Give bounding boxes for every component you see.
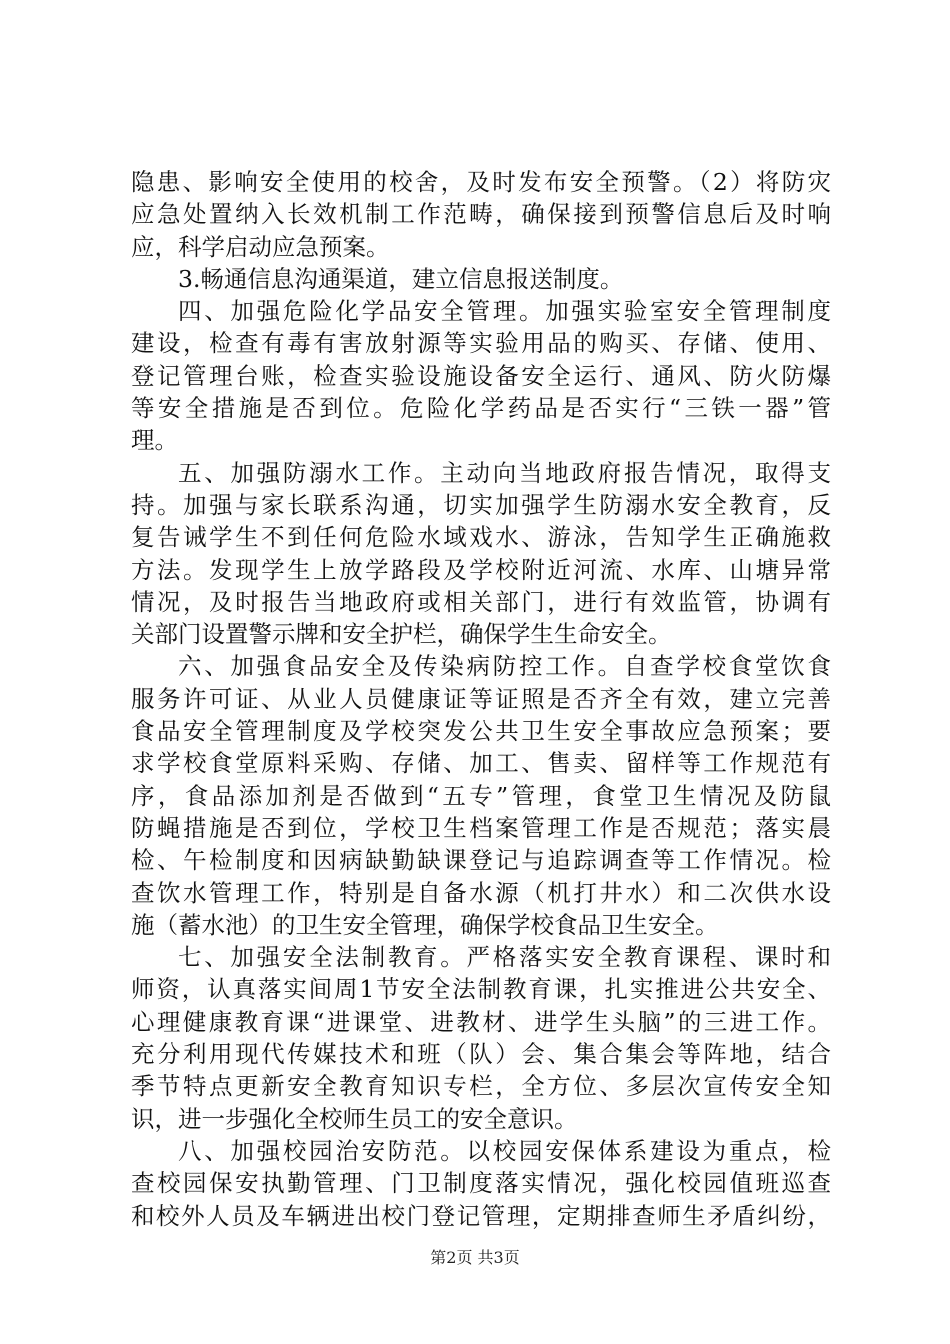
text-line: 登记管理台账，检查实验设施设备安全运行、通风、防火防爆 [131, 361, 831, 390]
text-line: 关部门设置警示牌和安全护栏，确保学生生命安全。 [131, 620, 672, 649]
text-line: 复告诫学生不到任何危险水域戏水、游泳，告知学生正确施救 [131, 523, 831, 552]
text-line: 师资，认真落实间周1节安全法制教育课，扎实推进公共安全、 [131, 975, 831, 1004]
text-line: 防蝇措施是否到位，学校卫生档案管理工作是否规范；落实晨 [131, 813, 831, 842]
text-line: 七、加强安全法制教育。严格落实安全教育课程、课时和 [178, 943, 831, 972]
text-line: 八、加强校园治安防范。以校园安保体系建设为重点，检 [178, 1136, 831, 1165]
page-footer: 第2页 共3页 [430, 1248, 520, 1267]
document-body [131, 166, 831, 1232]
text-line: 施（蓄水池）的卫生安全管理，确保学校食品卫生安全。 [131, 910, 719, 939]
text-line: 方法。发现学生上放学路段及学校附近河流、水库、山塘异常 [131, 555, 831, 584]
text-line: 应，科学启动应急预案。 [131, 232, 390, 261]
text-line: 情况，及时报告当地政府或相关部门，进行有效监管，协调有 [131, 587, 831, 616]
text-line: 识，进一步强化全校师生员工的安全意识。 [131, 1104, 578, 1133]
text-line: 服务许可证、从业人员健康证等证照是否齐全有效，建立完善 [131, 684, 831, 713]
text-line: 和校外人员及车辆进出校门登记管理，定期排查师生矛盾纠纷， [131, 1201, 831, 1230]
text-line: 心理健康教育课“进课堂、进教材、进学生头脑”的三进工作。 [131, 1007, 831, 1036]
text-line: 充分利用现代传媒技术和班（队）会、集合集会等阵地，结合 [131, 1040, 831, 1069]
text-line: 查饮水管理工作，特别是自备水源（机打井水）和二次供水设 [131, 878, 831, 907]
text-line: 检、午检制度和因病缺勤缺课登记与追踪调查等工作情况。检 [131, 846, 831, 875]
text-line: 五、加强防溺水工作。主动向当地政府报告情况，取得支 [178, 458, 831, 487]
text-line: 理。 [131, 426, 178, 455]
text-line: 食品安全管理制度及学校突发公共卫生安全事故应急预案；要 [131, 717, 831, 746]
text-line: 建设，检查有毒有害放射源等实验用品的购买、存储、使用、 [131, 329, 831, 358]
text-line: 四、加强危险化学品安全管理。加强实验室安全管理制度 [178, 297, 831, 326]
text-line: 3.畅通信息沟通渠道，建立信息报送制度。 [178, 264, 624, 293]
text-line: 等安全措施是否到位。危险化学药品是否实行“三铁一器”管 [131, 394, 831, 423]
text-line: 求学校食堂原料采购、存储、加工、售卖、留样等工作规范有 [131, 749, 831, 778]
text-line: 隐患、影响安全使用的校舍，及时发布安全预警。（2）将防灾 [131, 168, 831, 196]
text-line: 应急处置纳入长效机制工作范畴，确保接到预警信息后及时响 [131, 200, 831, 229]
text-line: 持。加强与家长联系沟通，切实加强学生防溺水安全教育，反 [131, 490, 831, 519]
text-line: 序，食品添加剂是否做到“五专”管理，食堂卫生情况及防鼠 [131, 781, 831, 810]
text-line: 六、加强食品安全及传染病防控工作。自查学校食堂饮食 [178, 652, 831, 681]
text-line: 季节特点更新安全教育知识专栏，全方位、多层次宣传安全知 [131, 1072, 831, 1101]
text-line: 查校园保安执勤管理、门卫制度落实情况，强化校园值班巡查 [131, 1169, 831, 1198]
